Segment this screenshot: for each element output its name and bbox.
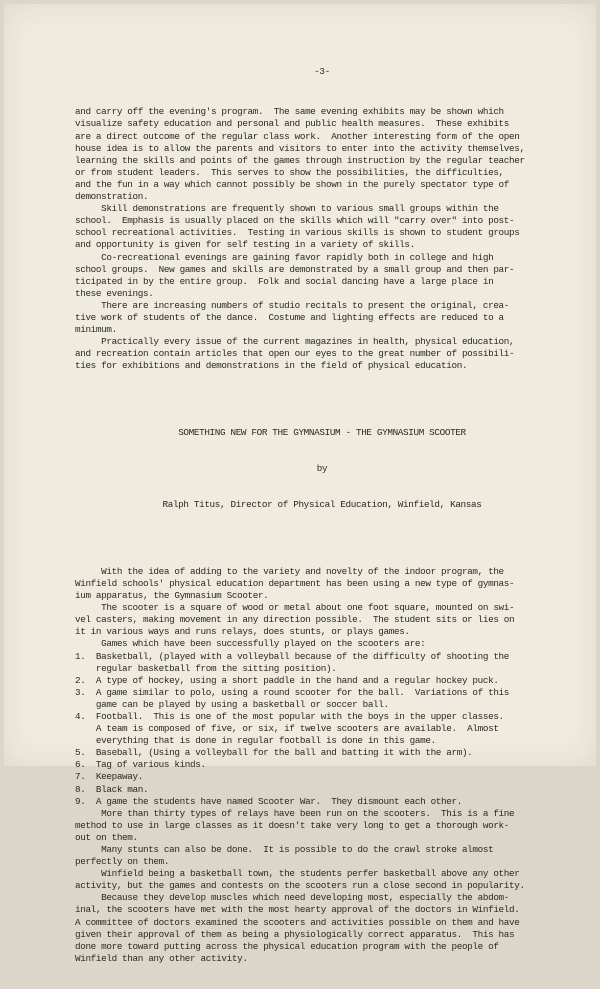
article-author: Ralph Titus, Director of Physical Education, Winfield, Kansas <box>162 499 482 511</box>
page-text <box>75 42 569 989</box>
text-line: and recreation contain articles that open our eyes to the great number of possibili- <box>75 348 515 360</box>
text-line: Practically every issue of the current magazines in health, physical education, <box>75 336 515 348</box>
text-line: visualize safety education and personal and public health measures. These exhibits <box>75 118 510 130</box>
article-byline-by: by <box>316 463 328 475</box>
article-text <box>75 566 569 965</box>
text-line: The scooter is a square of wood or metal about one foot square, mounted on swi- <box>75 602 515 614</box>
text-line: ium apparatus, the Gymnasium Scooter. <box>75 590 269 602</box>
text-line: 1. Basketball, (played with a volleyball because of the difficulty of shooting the <box>75 650 510 662</box>
text-line: ticipated in by the entire group. Folk and social dancing have a large place in <box>75 275 494 287</box>
text-line: learning the skills and points of the games through instruction by the regular teacher <box>75 154 525 166</box>
text-line: perfectly on them. <box>75 856 170 868</box>
text-line: activity, but the games and contests on the scooters run a close second in popularity. <box>75 880 525 892</box>
text-line: A committee of doctors examined the scooters and activities possible on them and have <box>75 916 520 928</box>
text-line: regular basketball from the sitting position). <box>75 662 337 674</box>
text-line: it in various ways and runs relays, does stunts, or plays games. <box>75 626 410 638</box>
text-line: There are increasing numbers of studio recitals to present the original, crea- <box>75 299 510 311</box>
text-line: game can be played by using a basketball or soccer ball. <box>75 698 389 710</box>
text-line: vel casters, making movement in any direction possible. The student sits or lies on <box>75 614 515 626</box>
text-line: everything that is done in regular football is done in this game. <box>75 735 436 747</box>
text-line: method to use in large classes as it doesn't take very long to get a thorough work- <box>75 819 510 831</box>
text-line: More than thirty types of relays have been run on the scooters. This is a fine <box>75 807 515 819</box>
text-line: given their approval of them as being a physiologically correct apparatus. This has <box>75 928 515 940</box>
text-line: done more toward putting across the physical education program with the people of <box>75 940 499 952</box>
text-line: are a direct outcome of the regular class work. Another interesting form of the open <box>75 130 520 142</box>
text-line: With the idea of adding to the variety and novelty of the indoor program, the <box>75 565 504 577</box>
text-line: 5. Baseball, (Using a volleyball for the ball and batting it with the arm). <box>75 747 473 759</box>
text-line: or from student leaders. This serves to show the possibilities, the difficulties, <box>75 166 504 178</box>
text-line: tive work of students of the dance. Costume and lighting effects are reduced to a <box>75 311 504 323</box>
text-line: 7. Keepaway. <box>75 771 143 783</box>
text-line: Winfield schools' physical education department has been using a new type of gymnas- <box>75 577 515 589</box>
text-line: Games which have been successfully played on the scooters are: <box>75 638 426 650</box>
text-line: Because they develop muscles which need developing most, especially the abdom- <box>75 892 510 904</box>
text-line: Many stunts can also be done. It is possible to do the crawl stroke almost <box>75 844 494 855</box>
document-page <box>4 4 596 964</box>
text-line: and carry off the evening's program. The same evening exhibits may be shown which <box>75 106 504 118</box>
text-line: out on them. <box>75 831 138 843</box>
text-line: 9. A game the students have named Scooter War. They dismount each other. <box>75 795 462 807</box>
text-line: school groups. New games and skills are demonstrated by a small group and then par- <box>75 263 515 275</box>
text-line: Winfield than any other activity. <box>75 952 248 964</box>
text-line: and opportunity is given for self testing in a variety of skills. <box>75 239 415 251</box>
text-line: 3. A game similar to polo, using a round scooter for the ball. Variations of this <box>75 686 510 698</box>
text-line: 4. Football. This is one of the most popular with the boys in the upper classes. <box>75 710 504 722</box>
text-line: Co-recreational evenings are gaining favor rapidly both in college and high <box>75 251 494 263</box>
page-number: -3- <box>314 66 330 78</box>
text-line: ties for exhibitions and demonstrations in the field of physical education. <box>75 360 468 372</box>
text-line: A team is composed of five, or six, if twelve scooters are available. Almost <box>75 723 499 735</box>
text-line: school. Emphasis is usually placed on the skills which will "carry over" into post- <box>75 215 515 227</box>
text-line: school recreational activities. Testing in various skills is shown to student groups <box>75 227 520 239</box>
text-line: 8. Black man. <box>75 783 149 795</box>
text-line: 6. Tag of various kinds. <box>75 759 206 771</box>
text-line: Skill demonstrations are frequently shown to various small groups within the <box>75 203 499 215</box>
body-text <box>75 106 569 372</box>
text-line: house idea is to allow the parents and visitors to enter into the activity themselves, <box>75 142 525 154</box>
text-line: and the fun in a way which cannot possibly be shown in the purely spectator type of <box>75 178 510 190</box>
article-title: SOMETHING NEW FOR THE GYMNASIUM - THE GYMNASIUM SCOOTER <box>178 426 466 438</box>
text-line: demonstration. <box>75 191 149 203</box>
text-line: minimum. <box>75 324 117 336</box>
text-line: these evenings. <box>75 287 154 299</box>
text-line: Winfield being a basketball town, the students perfer basketball above any other <box>75 868 520 880</box>
text-line: 2. A type of hockey, using a short paddle in the hand and a regular hockey puck. <box>75 674 499 686</box>
text-line: inal, the scooters have met with the most hearty approval of the doctors in Winfield. <box>75 904 520 916</box>
